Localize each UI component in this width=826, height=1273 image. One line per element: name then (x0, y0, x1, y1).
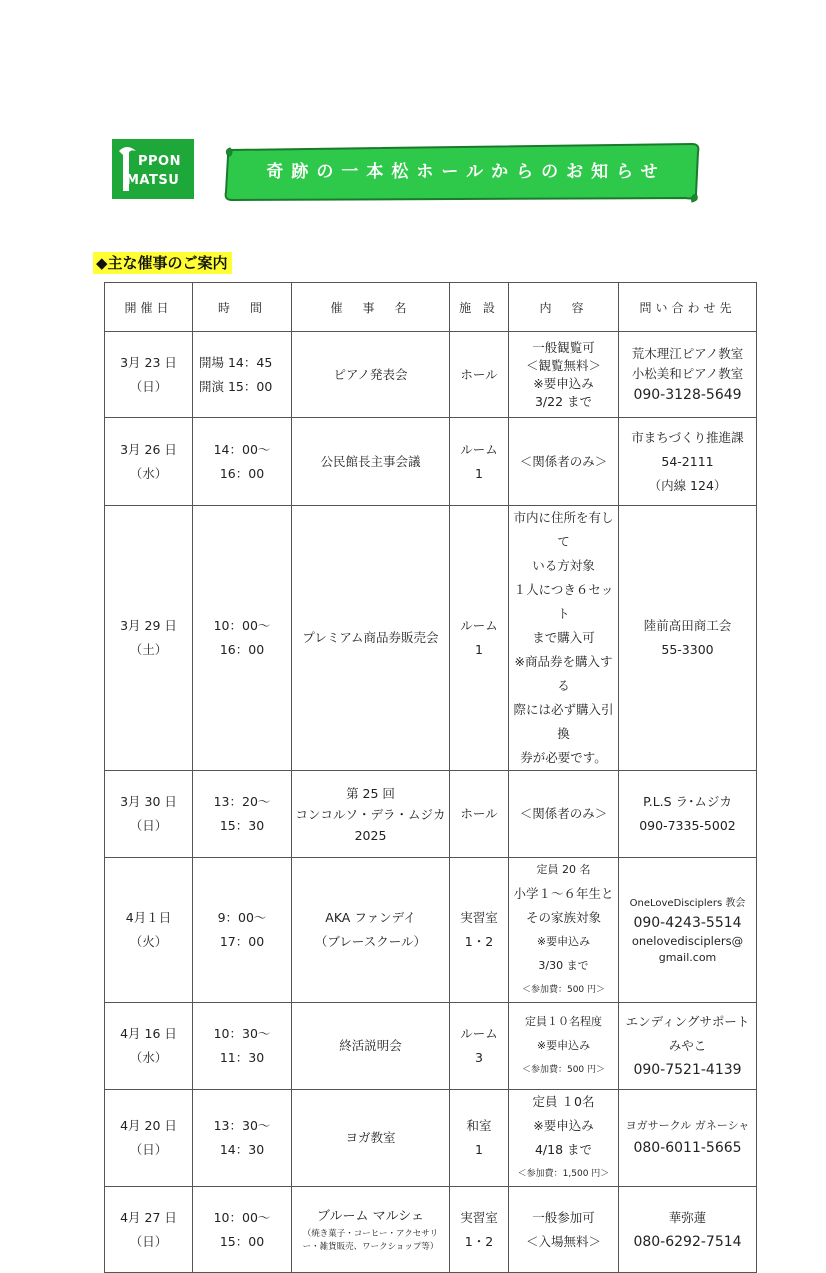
event-name: 2025 (354, 827, 387, 843)
content-line: ※要申込み (533, 375, 594, 391)
content-line: １人につき６セット (513, 582, 614, 621)
facility: 1 (475, 1142, 483, 1157)
facility: 1・2 (464, 934, 494, 949)
facility: ホール (460, 806, 498, 821)
time-line: 開演 15：00 (199, 378, 273, 394)
time-line: 17：00 (219, 934, 265, 949)
content-line: ＜入場無料＞ (525, 1233, 601, 1249)
date-cell (105, 418, 193, 506)
contact-email: gmail.com (658, 951, 717, 964)
time-line: 15：30 (219, 818, 265, 833)
date-cell (105, 332, 193, 418)
content-line: 市内に住所を有して (513, 510, 614, 549)
table-header-row (105, 283, 757, 332)
facility: ルーム (460, 618, 498, 633)
event-name: プレミアム商品券販売会 (302, 630, 439, 645)
contact-phone: 090-7335-5002 (639, 818, 736, 833)
time-cell (193, 418, 292, 506)
contact-cell (619, 771, 757, 858)
facility: 和室 (466, 1118, 492, 1133)
facility: 実習室 (460, 1209, 498, 1225)
event-name: AKA ファンデイ (325, 910, 416, 925)
contact-phone: 090-3128-5649 (633, 386, 742, 403)
content-cell (509, 1003, 619, 1090)
content-line: ＜参加費：1,500 円＞ (517, 1169, 610, 1179)
content-cell (509, 506, 619, 771)
content-cell (509, 418, 619, 506)
time-line: 16：00 (219, 642, 265, 657)
time-line: 15：00 (219, 1233, 265, 1249)
facility-cell (450, 506, 509, 771)
facility: 3 (475, 1050, 483, 1065)
time-cell (193, 506, 292, 771)
event-name-cell (292, 1003, 450, 1090)
header-content: 内 容 (509, 283, 619, 332)
contact-cell (619, 506, 757, 771)
facility-cell (450, 1090, 509, 1187)
time-cell (193, 1090, 292, 1187)
weekday: （日） (129, 1233, 168, 1249)
table-row (105, 771, 757, 858)
event-name: ブルーム マルシェ (316, 1208, 425, 1224)
contact-line: 荒木理江ピアノ教室 (631, 345, 744, 361)
time-line: 11：30 (219, 1050, 265, 1065)
weekday: （火） (129, 934, 168, 949)
event-name: ピアノ発表会 (333, 366, 408, 382)
content-line: ＜参加費：500 円＞ (521, 985, 606, 995)
contact-phone: 080-6292-7514 (633, 1233, 742, 1250)
facility-cell (450, 1003, 509, 1090)
date: 4月 16 日 (120, 1026, 177, 1041)
content-line: ＜関係者のみ＞ (519, 453, 608, 469)
facility-cell (450, 858, 509, 1003)
facility-cell (450, 1187, 509, 1273)
content-line: 定員１０名程度 (525, 1015, 602, 1028)
event-name-note: （焼き菓子・コーヒー・アクセサリ (302, 1228, 439, 1239)
content-line: ※要申込み (533, 1118, 594, 1133)
content-cell (509, 858, 619, 1003)
contact-email: onelovedisciplers@ (631, 934, 744, 948)
contact-line: 市まちづくり推進課 (631, 429, 744, 445)
time-line: 16：00 (219, 465, 265, 481)
table-row (105, 858, 757, 1003)
time-cell (193, 858, 292, 1003)
content-line: 3/30 まで (538, 959, 589, 972)
event-name: 終活説明会 (339, 1038, 402, 1053)
table-row (105, 506, 757, 771)
contact-line: P.L.S ラ･ムジカ (643, 794, 732, 809)
content-cell (509, 1187, 619, 1273)
weekday: （土） (129, 642, 168, 657)
contact-cell (619, 418, 757, 506)
time-line: 10：30～ (213, 1026, 271, 1041)
facility: ルーム (460, 441, 498, 457)
contact-line: 陸前高田商工会 (643, 618, 732, 633)
event-name-cell (292, 332, 450, 418)
contact-cell (619, 1003, 757, 1090)
facility: 実習室 (460, 910, 498, 925)
content-cell (509, 1090, 619, 1187)
contact-line: 華弥蓮 (668, 1209, 707, 1225)
weekday: （水） (129, 1050, 168, 1065)
date: 3月 30 日 (120, 794, 177, 809)
facility-cell (450, 771, 509, 858)
event-name: 公民館長主事会議 (320, 453, 421, 469)
time-cell (193, 1003, 292, 1090)
table-row (105, 1187, 757, 1273)
content-line: 4/18 まで (534, 1142, 593, 1157)
header-event-name: 催 事 名 (292, 283, 450, 332)
content-line: 券が必要です。 (520, 750, 607, 765)
contact-line: 小松美和ピアノ教室 (631, 365, 744, 381)
time-cell (193, 1187, 292, 1273)
facility: ホール (460, 366, 498, 382)
table-row (105, 1090, 757, 1187)
contact-line: （内線 124） (648, 477, 727, 493)
event-name-note: ー・雑貨販売、ワークショップ等） (302, 1241, 439, 1252)
content-line: ※要申込み (536, 1039, 591, 1052)
date-cell (105, 1187, 193, 1273)
facility-cell (450, 418, 509, 506)
event-name-cell (292, 1187, 450, 1273)
content-line: 一般観覧可 (532, 339, 595, 355)
content-line: 小学１～６年生と (513, 886, 614, 901)
time-line: 13：20～ (213, 794, 271, 809)
events-table (104, 282, 757, 1273)
weekday: （日） (129, 378, 168, 394)
event-name-cell (292, 418, 450, 506)
time-line: 10：00～ (213, 618, 271, 633)
banner-title: 奇跡の一本松ホールからのお知らせ (266, 162, 666, 182)
event-name-cell (292, 506, 450, 771)
content-line: ＜観覧無料＞ (525, 357, 601, 373)
content-line: 一般参加可 (532, 1209, 595, 1225)
date-cell (105, 1003, 193, 1090)
facility: 1 (475, 465, 483, 481)
title-banner (222, 140, 700, 204)
contact-cell (619, 1187, 757, 1273)
table-row (105, 1003, 757, 1090)
contact-line: OneLoveDisciplers 教会 (629, 898, 746, 909)
weekday: （日） (129, 1142, 168, 1157)
content-line: 3/22 まで (534, 393, 593, 409)
logo-text-line2: MATSU (126, 173, 180, 188)
date: 4月 27 日 (120, 1209, 177, 1225)
facility: 1・2 (464, 1233, 494, 1249)
content-line: ※商品券を購入する (514, 654, 613, 693)
time-line: 13：30～ (213, 1118, 271, 1133)
time-cell (193, 332, 292, 418)
table-row (105, 418, 757, 506)
time-line: 10：00～ (213, 1209, 271, 1225)
content-line: 定員 １0名 (532, 1094, 595, 1109)
section-heading: ◆主な催事のご案内 (93, 252, 232, 274)
contact-phone: 090-7521-4139 (633, 1062, 742, 1078)
header-contact: 問い合わせ先 (619, 283, 757, 332)
content-cell (509, 332, 619, 418)
ippon-matsu-logo (112, 139, 194, 199)
contact-line: ヨガサークル ガネーシャ (625, 1119, 750, 1132)
time-line: 9：00～ (217, 910, 267, 925)
contact-phone: 55-3300 (661, 642, 714, 657)
content-cell (509, 771, 619, 858)
content-line: 定員 20 名 (536, 863, 591, 876)
time-line: 14：30 (219, 1142, 265, 1157)
event-name: ヨガ教室 (345, 1130, 396, 1145)
weekday: （水） (129, 465, 168, 481)
content-line: ＜参加費：500 円＞ (521, 1065, 606, 1075)
date: 4月１日 (125, 910, 172, 925)
contact-line: みやこ (668, 1038, 707, 1053)
header-facility: 施 設 (450, 283, 509, 332)
contact-cell (619, 1090, 757, 1187)
event-name-cell (292, 771, 450, 858)
event-name: コンコルソ・デラ・ムジカ (295, 806, 446, 822)
date: 3月 29 日 (120, 618, 177, 633)
event-name-cell (292, 1090, 450, 1187)
header-date: 開催日 (105, 283, 193, 332)
contact-cell (619, 858, 757, 1003)
content-line: その家族対象 (525, 910, 601, 925)
table-row (105, 332, 757, 418)
contact-phone: 080-6011-5665 (633, 1140, 742, 1156)
weekday: （日） (129, 818, 168, 833)
event-name: 第 25 回 (346, 785, 395, 801)
facility: 1 (475, 642, 483, 657)
date: 3月 23 日 (120, 354, 177, 370)
date-cell (105, 771, 193, 858)
event-name-cell (292, 858, 450, 1003)
header-time: 時 間 (193, 283, 292, 332)
facility-cell (450, 332, 509, 418)
facility: ルーム (460, 1026, 498, 1041)
date: 4月 20 日 (120, 1118, 177, 1133)
contact-cell (619, 332, 757, 418)
date: 3月 26 日 (120, 441, 177, 457)
content-line: まで購入可 (532, 630, 595, 645)
contact-line: エンディングサポート (625, 1014, 750, 1029)
contact-phone: 090-4243-5514 (633, 915, 742, 931)
content-line: ＜関係者のみ＞ (519, 806, 608, 821)
time-cell (193, 771, 292, 858)
date-cell (105, 506, 193, 771)
contact-phone: 54-2111 (661, 453, 714, 469)
date-cell (105, 858, 193, 1003)
content-line: いる方対象 (532, 558, 595, 573)
event-name: （ブレースクール） (314, 934, 427, 949)
date-cell (105, 1090, 193, 1187)
logo-text-line1: PPON (138, 154, 181, 169)
time-line: 開場 14：45 (199, 354, 273, 370)
content-line: 際には必ず購入引換 (513, 702, 614, 741)
time-line: 14：00～ (213, 441, 271, 457)
content-line: ※要申込み (536, 935, 591, 948)
